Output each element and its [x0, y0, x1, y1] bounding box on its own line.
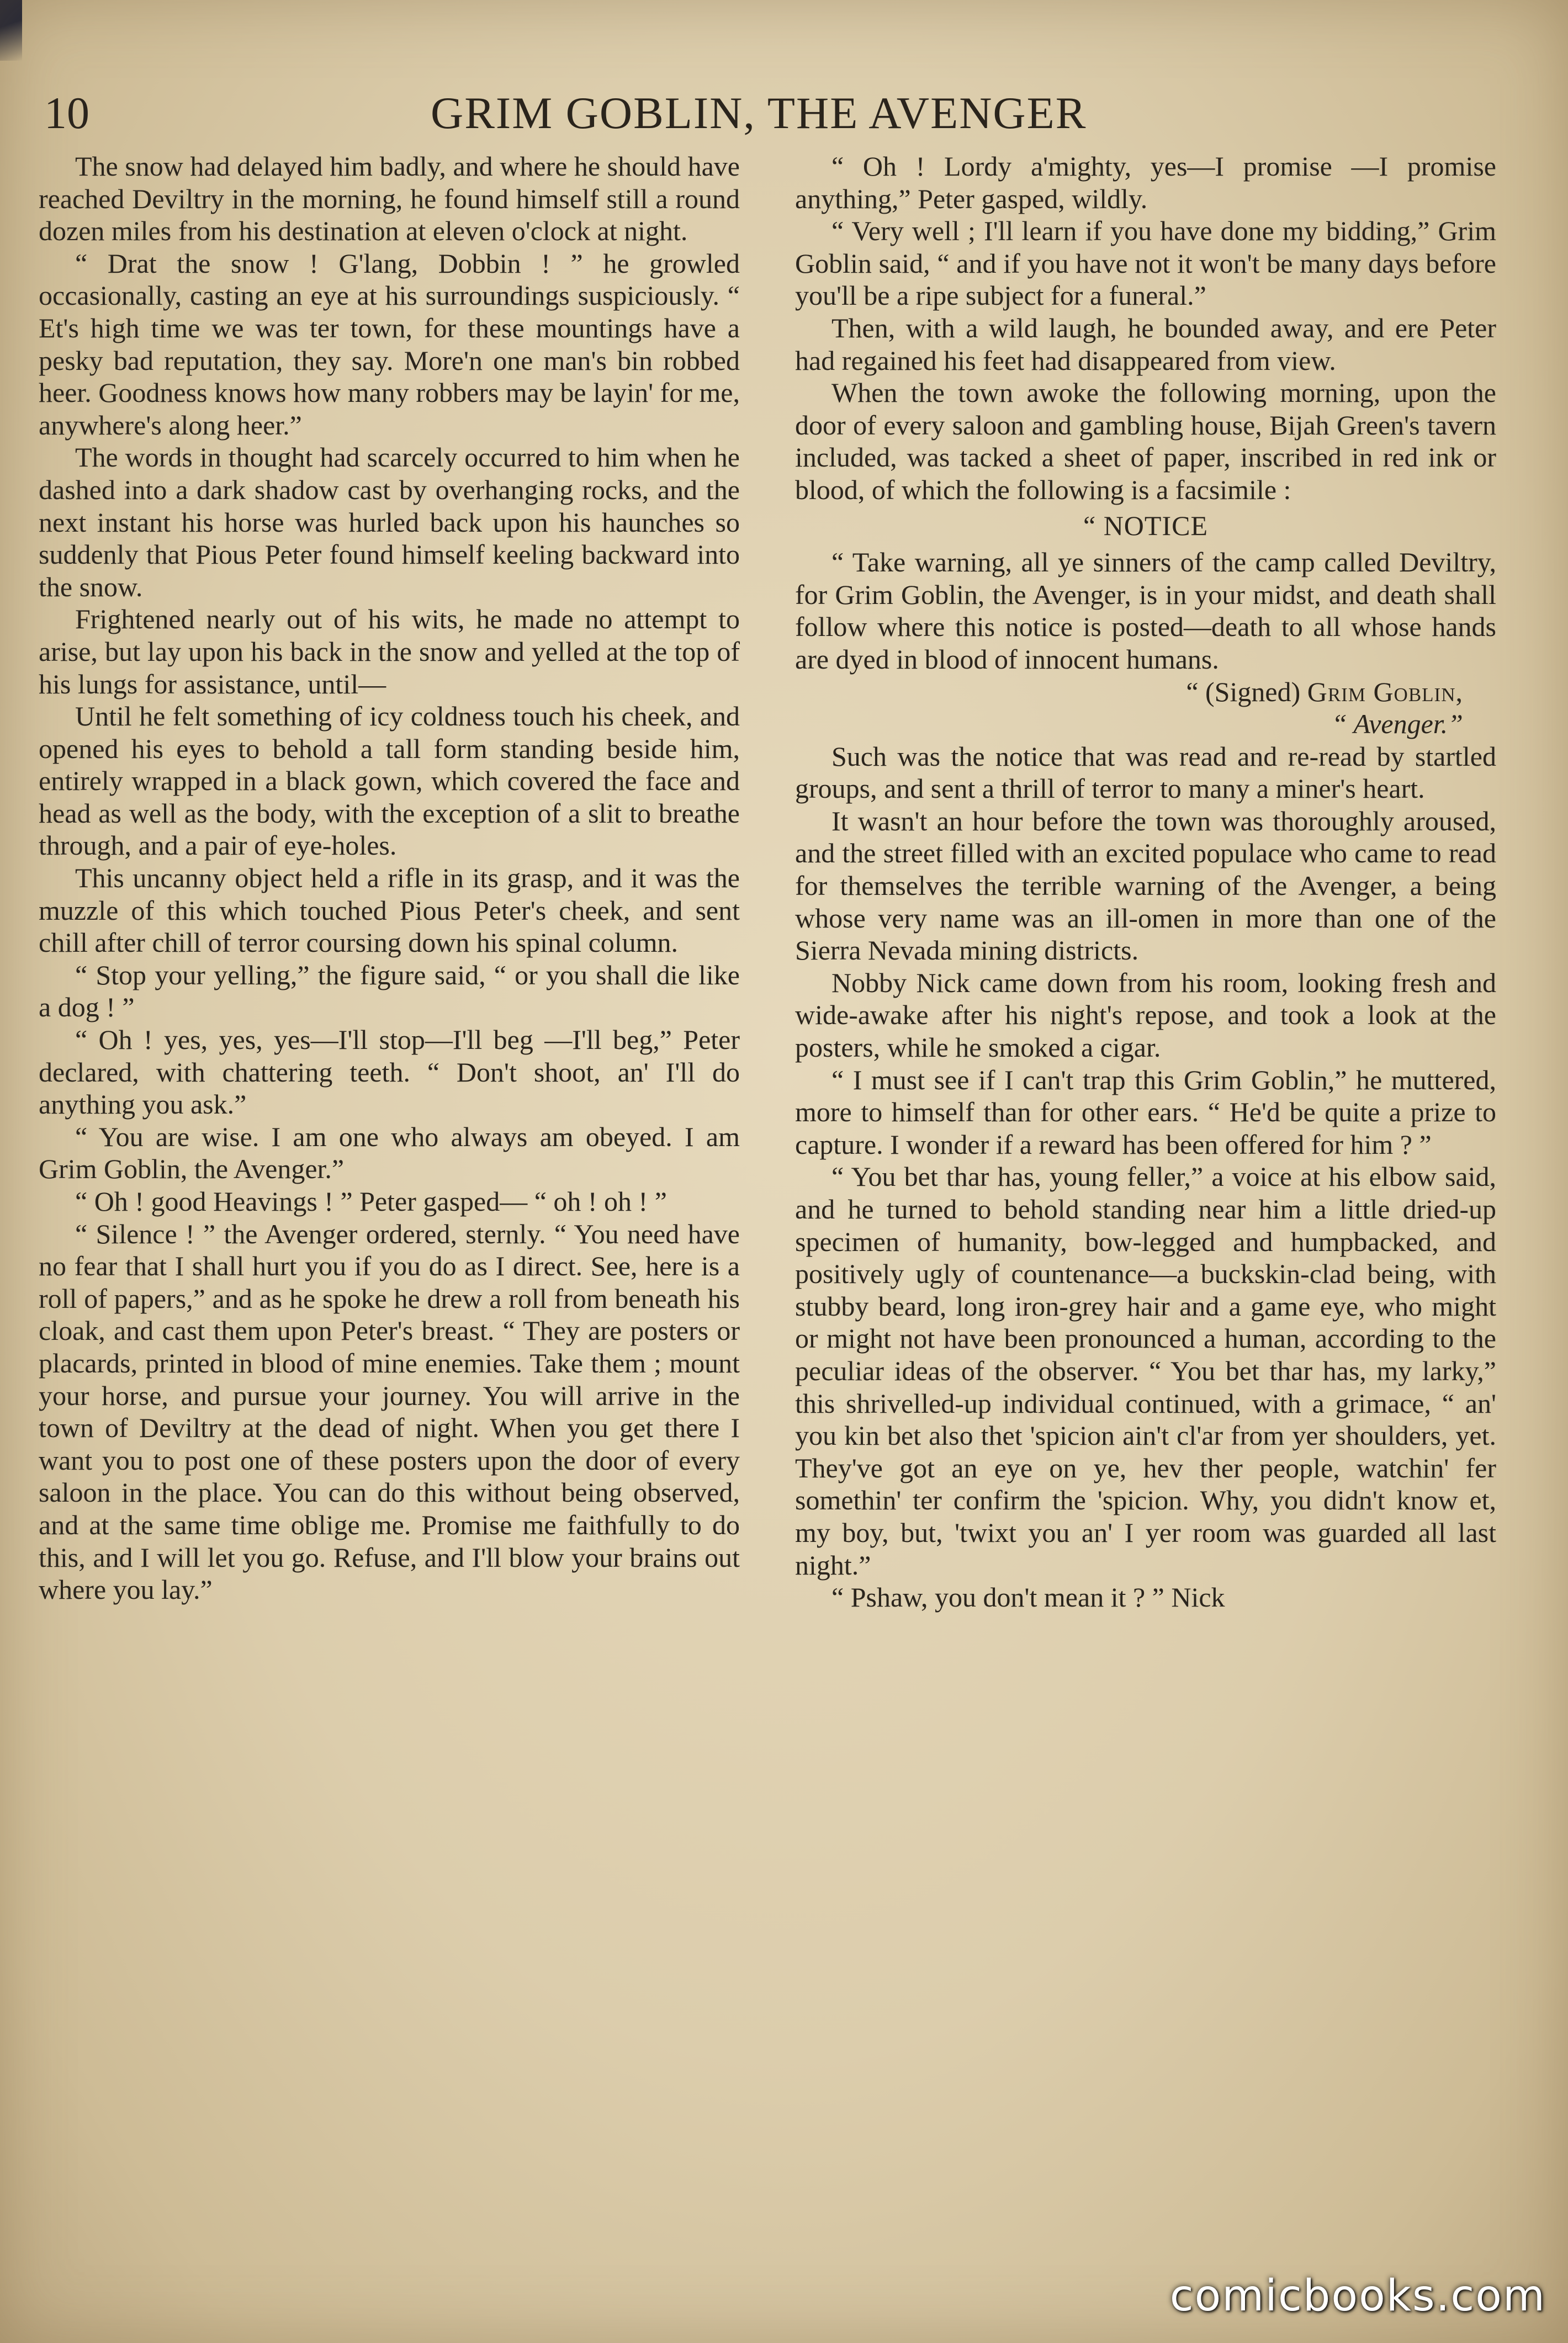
- paragraph: “ Drat the snow ! G'lang, Dobbin ! ” he growled occasionally, casting an eye at his surroundings suspiciously. “ Et's high time we was ter town, for these mountings have a pesky bad reputation, they say. More'n one man's bin robbed heer. Goodness knows how many robbers may be layin' for me, anywhere's along heer.”: [39, 247, 740, 441]
- page-header: [44, 83, 1491, 144]
- paragraph: “ Oh ! Lordy a'mighty, yes—I promise —I promise anything,” Peter gasped, wildly.: [795, 151, 1496, 214]
- paragraph: “ Pshaw, you don't mean it ? ” Nick: [831, 1582, 1225, 1613]
- running-head: GRIM GOBLIN, THE AVENGER: [431, 88, 1087, 138]
- paragraph: The snow had delayed him badly, and where he should have reached Deviltry in the morning, he found himself still a round dozen miles from his destination at eleven o'clock at night.: [39, 151, 740, 247]
- paragraph: Then, with a wild laugh, he bounded away, and ere Peter had regained his feet had disappeared from view.: [795, 312, 1496, 376]
- signed-label: “ (Signed): [1186, 676, 1301, 707]
- signed-title: “ Avenger.”: [1332, 708, 1463, 740]
- paragraph: “ Oh ! yes, yes, yes—I'll stop—I'll beg —I'll beg,” Peter declared, with chattering teeth. “ Don't shoot, an' I'll do anything you ask.”: [39, 1024, 740, 1120]
- paragraph: “ Stop your yelling,” the figure said, “ or you shall die like a dog ! ”: [39, 959, 740, 1023]
- paragraph: “ Silence ! ” the Avenger ordered, sternly. “ You need have no fear that I shall hurt you if you do as I direct. See, here is a roll of papers,” and as he spoke he drew a roll from beneath his cloak, and cast them upon Peter's breast. “ They are posters or placards, printed in blood of mine enemies. Take them ; mount your horse, and pursue your journey. You will arrive in the town of Deviltry at the dead of night. When you get there I want you to post one of these posters upon the door of every saloon in the place. You can do this without being observed, and at the same time oblige me. Promise me faithfully to do this, and I will let you go. Refuse, and I'll blow your brains out where you lay.”: [39, 1218, 740, 1605]
- right-column: [795, 150, 1496, 1614]
- paragraph: Nobby Nick came down from his room, looking fresh and wide-awake after his night's repose, and took a look at the posters, while he smoked a cigar.: [795, 967, 1496, 1063]
- paragraph: Such was the notice that was read and re-read by startled groups, and sent a thrill of terror to many a miner's heart.: [795, 740, 1496, 804]
- signed-name: Grim Goblin,: [1307, 676, 1463, 707]
- notice-signature: [795, 676, 1496, 708]
- paragraph: It wasn't an hour before the town was thoroughly aroused, and the street filled with an excited populace who came to read for themselves the terrible warning of the Avenger, a being whose very name was an ill-omen in more than one of the Sierra Nevada mining districts.: [795, 805, 1496, 966]
- torn-corner: [0, 0, 22, 61]
- left-column: [39, 150, 740, 1606]
- notice-heading: “ NOTICE: [1083, 510, 1208, 541]
- paragraph: The words in thought had scarcely occurred to him when he dashed into a dark shadow cast by overhanging rocks, and the next instant his horse was hurled back upon his haunches so suddenly that Pious Peter found himself keeling backward into the snow.: [39, 442, 740, 602]
- paragraph: “ I must see if I can't trap this Grim Goblin,” he muttered, more to himself than for other ears. “ He'd be quite a prize to capture. I wonder if a reward has been offered for him ? ”: [795, 1064, 1496, 1160]
- paragraph: When the town awoke the following morning, upon the door of every saloon and gambling house, Bijah Green's tavern included, was tacked a sheet of paper, inscribed in red ink or blood, of which the following is a facsimile :: [795, 377, 1496, 505]
- page-number: 10: [44, 88, 89, 138]
- paragraph: “ You are wise. I am one who always am obeyed. I am Grim Goblin, the Avenger.”: [39, 1121, 740, 1185]
- paragraph: Until he felt something of icy coldness touch his cheek, and opened his eyes to behold a tall form standing beside him, entirely wrapped in a black gown, which covered the face and head as well as the body, with the exception of a slit to breathe through, and a pair of eye-holes.: [39, 701, 740, 861]
- paragraph: “ Very well ; I'll learn if you have done my bidding,” Grim Goblin said, “ and if you have not it won't be many days before you'll be a ripe subject for a funeral.”: [795, 215, 1496, 311]
- paragraph: Frightened nearly out of his wits, he made no attempt to arise, but lay upon his back in the snow and yelled at the top of his lungs for assistance, until—: [39, 603, 740, 699]
- paragraph: This uncanny object held a rifle in its grasp, and it was the muzzle of this which touched Pious Peter's cheek, and sent chill after chill of terror coursing down his spinal column.: [39, 862, 740, 958]
- watermark: comicbooks.com: [1169, 2271, 1546, 2321]
- notice-body: “ Take warning, all ye sinners of the camp called Deviltry, for Grim Goblin, the Avenger, is in your midst, and death shall follow where this notice is posted—death to all whose hands are dyed in blood of innocent humans.: [795, 547, 1496, 675]
- paragraph: “ Oh ! good Heavings ! ” Peter gasped— “ oh ! oh ! ”: [75, 1186, 667, 1217]
- paragraph: “ You bet thar has, young feller,” a voice at his elbow said, and he turned to behold standing near him a little dried-up specimen of humanity, bow-legged and humpbacked, and positively ugly of countenance—a buckskin-clad being, with stubby beard, long iron-grey hair and a game eye, who might or might not have been pronounced a human, according to the peculiar ideas of the observer. “ You bet thar has, my larky,” this shrivelled-up individual continued, with a grimace, “ an' you kin bet also thet 'spicion ain't cl'ar from yer shoulders, yet. They've got an eye on ye, hev ther people, watchin' fer somethin' ter confirm the 'spicion. Why, you didn't know et, my boy, but, 'twixt you an' I yer room was guarded all last night.”: [795, 1161, 1496, 1581]
